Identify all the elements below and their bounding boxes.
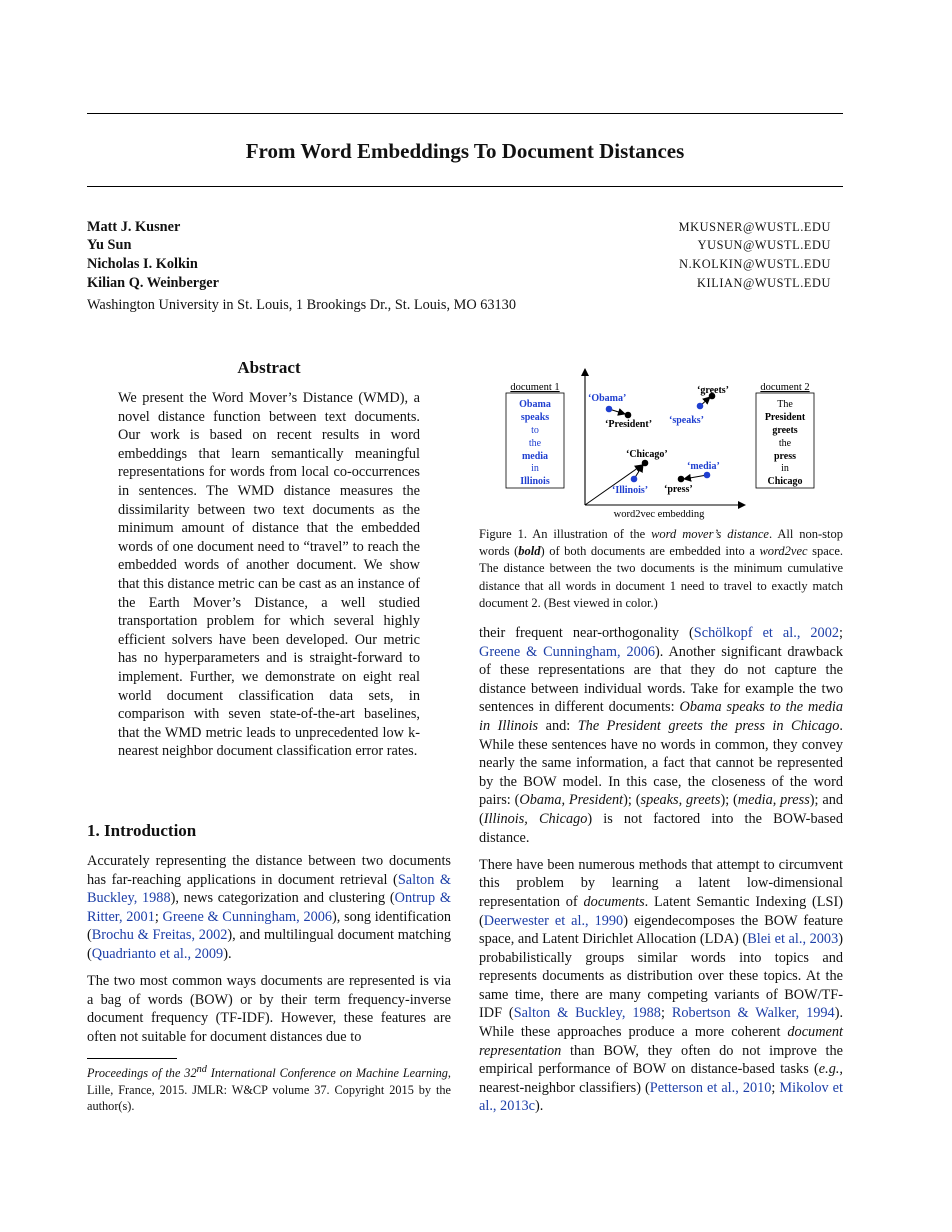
text-span: ; bbox=[771, 1079, 780, 1096]
footnote-rule bbox=[87, 1058, 177, 1059]
text-span: space. The distance between the two documents is the minimum cumulative distance that all words in document 1 need to travel to exactly match document 2. (Best viewed in color.) bbox=[479, 544, 844, 610]
abstract-text: We present the Word Mover’s Distance (WMD), a novel distance function between text documents. Our work is based on recent results in word embeddings that learn semantically meaningful representations for words from local co-occurrences in sentences. The WMD distance measures the dissimilarity between two text documents as the minimum amount of distance that the embedded words of one document need to “travel” to reach the embedded words of another document. We show that this distance metric can be cast as an instance of the Earth Mover’s Distance, a well studied transportation problem for which several highly efficient solvers have been developed. Our metric has no hyperparameters and is straight-forward to implement. Further, we demonstrate on eight real world document classification data sets, in comparison with seven state-of-the-art baselines, that the WMD metric leads to unprecedented low k-nearest neighbor document classification error rates. bbox=[118, 390, 420, 760]
author-row bbox=[87, 237, 831, 255]
citation-link[interactable]: Petterson et al., 2010 bbox=[649, 1079, 772, 1096]
text-span: Proceedings of the 32 bbox=[87, 1066, 197, 1081]
text-span: ), and multilingual document matching ( bbox=[87, 927, 451, 962]
author-email[interactable]: N.KOLKIN@WUSTL.EDU bbox=[679, 257, 831, 271]
text-span: documents bbox=[583, 893, 645, 910]
text-span: There have been numerous methods that attempt to circumvent this problem by learning a latent low-dimensional representation of bbox=[479, 856, 843, 910]
doc1-word: speaks bbox=[520, 412, 550, 423]
text-span: . Latent Semantic Indexing (LSI) ( bbox=[479, 893, 843, 929]
doc1-word: in bbox=[531, 463, 539, 474]
citation-link[interactable]: Greene & Cunningham, 2006 bbox=[162, 908, 333, 925]
author-name: Matt J. Kusner bbox=[87, 219, 181, 235]
text-span: nd bbox=[196, 1064, 207, 1075]
point-illinois bbox=[631, 476, 638, 483]
text-span: ), news categorization and clustering ( bbox=[170, 890, 395, 907]
point-media bbox=[704, 472, 711, 479]
text-span: word2vec bbox=[759, 544, 808, 559]
text-span: bold bbox=[518, 544, 541, 559]
top-rule bbox=[87, 113, 843, 114]
citation-link[interactable]: Schölkopf et al., 2002 bbox=[693, 625, 840, 641]
doc2-word: greets bbox=[772, 425, 798, 436]
point-chicago bbox=[642, 460, 649, 467]
text-span: Figure 1. An illustration of the bbox=[479, 527, 652, 541]
author-row bbox=[87, 256, 831, 274]
doc2-word: the bbox=[778, 438, 792, 449]
text-span: word mover’s distance bbox=[651, 527, 769, 541]
doc1-title: document 1 bbox=[510, 382, 560, 393]
text-span: . All non-stop words ( bbox=[479, 527, 843, 559]
text-span: ). While these approaches produce a more coherent bbox=[479, 1005, 844, 1041]
citation-link[interactable]: Deerwester et al., 1990 bbox=[483, 912, 624, 929]
text-span: ) of both documents are embedded into a bbox=[540, 544, 760, 559]
citation-link[interactable]: Ontrup & Ritter, 2001 bbox=[87, 890, 451, 925]
text-span: ); ( bbox=[623, 792, 641, 809]
point-label: ‘media’ bbox=[687, 461, 720, 472]
text-span: ); ( bbox=[720, 792, 738, 809]
right-column-body bbox=[479, 624, 843, 1125]
doc1-word: Obama bbox=[519, 399, 551, 410]
text-span: Accurately representing the distance between two documents has far-reaching applications in document retrieval ( bbox=[87, 853, 451, 888]
text-span: ); and ( bbox=[479, 792, 844, 827]
point-label: ‘Obama’ bbox=[588, 393, 627, 404]
point-president bbox=[625, 412, 632, 419]
point-label: ‘President’ bbox=[605, 419, 653, 430]
author-name: Yu Sun bbox=[87, 237, 132, 253]
wmd-illustration bbox=[497, 366, 843, 526]
citation-link[interactable]: Robertson & Walker, 1994 bbox=[671, 1005, 835, 1022]
doc2-word: The bbox=[777, 399, 793, 410]
point-label: ‘press’ bbox=[664, 484, 693, 495]
text-span: ; bbox=[660, 1005, 672, 1022]
text-span: ; bbox=[154, 908, 163, 925]
doc2-word: in bbox=[781, 463, 789, 474]
intro-paragraph-4 bbox=[479, 856, 843, 1116]
text-span: . While these sentences have no words in common, they convey nearly the same information, a fact that cannot be represented by the BOW model. In this case, the closeness of the word pairs: ( bbox=[479, 717, 843, 809]
citation-link[interactable]: Salton & Buckley, 1988 bbox=[87, 871, 452, 907]
text-span: International Conference on Machine Learning bbox=[206, 1066, 448, 1081]
citation-link[interactable]: Salton & Buckley, 1988 bbox=[513, 1005, 661, 1022]
title-bottom-rule bbox=[87, 186, 843, 187]
doc2-word: President bbox=[764, 412, 806, 423]
text-span: Illinois, Chicago bbox=[483, 810, 588, 827]
figure-1 bbox=[497, 366, 843, 526]
paper-title: From Word Embeddings To Document Distances bbox=[245, 139, 685, 163]
doc1-word: media bbox=[521, 451, 549, 462]
figure-caption bbox=[479, 526, 843, 612]
point-label: ‘speaks’ bbox=[669, 415, 705, 426]
doc2-word: Chicago bbox=[767, 476, 803, 487]
text-span: ). bbox=[534, 1098, 544, 1115]
citation-link[interactable]: Mikolov et al., 2013c bbox=[479, 1079, 844, 1115]
move-arrow-media-press bbox=[684, 475, 707, 479]
abstract-heading: Abstract bbox=[237, 358, 301, 377]
author-email[interactable]: MKUSNER@WUSTL.EDU bbox=[678, 220, 831, 234]
doc2-word: press bbox=[773, 451, 797, 462]
author-row bbox=[87, 219, 831, 237]
doc1-word: the bbox=[528, 438, 542, 449]
citation-link[interactable]: Blei et al., 2003 bbox=[747, 931, 839, 948]
text-span: Obama speaks to the media in Illinois bbox=[479, 699, 843, 734]
citation-link[interactable]: Greene & Cunningham, 2006 bbox=[479, 643, 656, 660]
section-heading-introduction: 1. Introduction bbox=[87, 821, 197, 840]
author-row bbox=[87, 275, 831, 293]
point-obama bbox=[606, 406, 613, 413]
text-span: than BOW, they often do not improve the empirical performance of BOW on distance-based tasks ( bbox=[479, 1042, 843, 1078]
text-span: ) probabilistically groups similar words into topics and represents documents as distribution over these topics. At the same time, there are many competing variants of BOW/TF-IDF ( bbox=[479, 931, 843, 1022]
author-email[interactable]: YUSUN@WUSTL.EDU bbox=[697, 238, 831, 252]
doc1-word: to bbox=[531, 425, 539, 436]
text-span: ) eigendecomposes the BOW feature space, and Latent Dirichlet Allocation (LDA) ( bbox=[479, 912, 843, 948]
intro-paragraph-3 bbox=[479, 624, 843, 847]
intro-paragraph-2: The two most common ways documents are represented is via a bag of words (BOW) or by their term frequency-inverse document frequency (TF-IDF). However, these features are often not suitable for document distances due to bbox=[87, 973, 451, 1045]
point-speaks bbox=[697, 403, 704, 410]
text-span: , Lille, France, 2015. JMLR: W&CP volume 37. Copyright 2015 by the author(s). bbox=[87, 1066, 451, 1114]
footnote bbox=[87, 1062, 451, 1115]
axis-label: word2vec embedding bbox=[613, 509, 705, 520]
point-label: ‘greets’ bbox=[697, 385, 730, 396]
text-span: ; bbox=[839, 625, 843, 641]
author-name: Kilian Q. Weinberger bbox=[87, 275, 219, 291]
citation-link[interactable]: Quadrianto et al., 2009 bbox=[91, 945, 224, 962]
text-span: and: bbox=[538, 717, 578, 734]
text-span: ). Another significant drawback of these representations are that they do not capture the distance between individual words. Take for example the two sentences in different documents: bbox=[479, 643, 843, 716]
text-span: e.g., bbox=[818, 1061, 843, 1078]
affiliation: Washington University in St. Louis, 1 Brookings Dr., St. Louis, MO 63130 bbox=[87, 297, 516, 313]
point-label: ‘Illinois’ bbox=[612, 485, 649, 496]
doc2-title: document 2 bbox=[760, 382, 810, 393]
point-label: ‘Chicago’ bbox=[626, 449, 668, 460]
text-span: document representation bbox=[479, 1024, 843, 1059]
text-span: Obama, President bbox=[519, 792, 624, 809]
author-name: Nicholas I. Kolkin bbox=[87, 256, 198, 272]
intro-paragraph-1 bbox=[87, 852, 451, 964]
text-span: The President greets the press in Chicago bbox=[577, 717, 840, 734]
text-span: their frequent near-orthogonality ( bbox=[479, 625, 694, 641]
text-span: ) is not factored into the BOW-based distance. bbox=[479, 810, 843, 846]
citation-link[interactable]: Brochu & Freitas, 2002 bbox=[91, 927, 228, 944]
text-span: ). bbox=[223, 945, 232, 962]
text-span: ), song identification ( bbox=[87, 908, 452, 944]
text-span: media, press bbox=[737, 792, 810, 809]
author-email[interactable]: KILIAN@WUSTL.EDU bbox=[697, 276, 831, 290]
text-span: speaks, greets bbox=[640, 792, 721, 809]
point-press bbox=[678, 476, 685, 483]
left-column-body bbox=[87, 852, 451, 1055]
text-span: nearest-neighbor classifiers) ( bbox=[479, 1079, 650, 1096]
doc1-word: Illinois bbox=[520, 476, 550, 487]
